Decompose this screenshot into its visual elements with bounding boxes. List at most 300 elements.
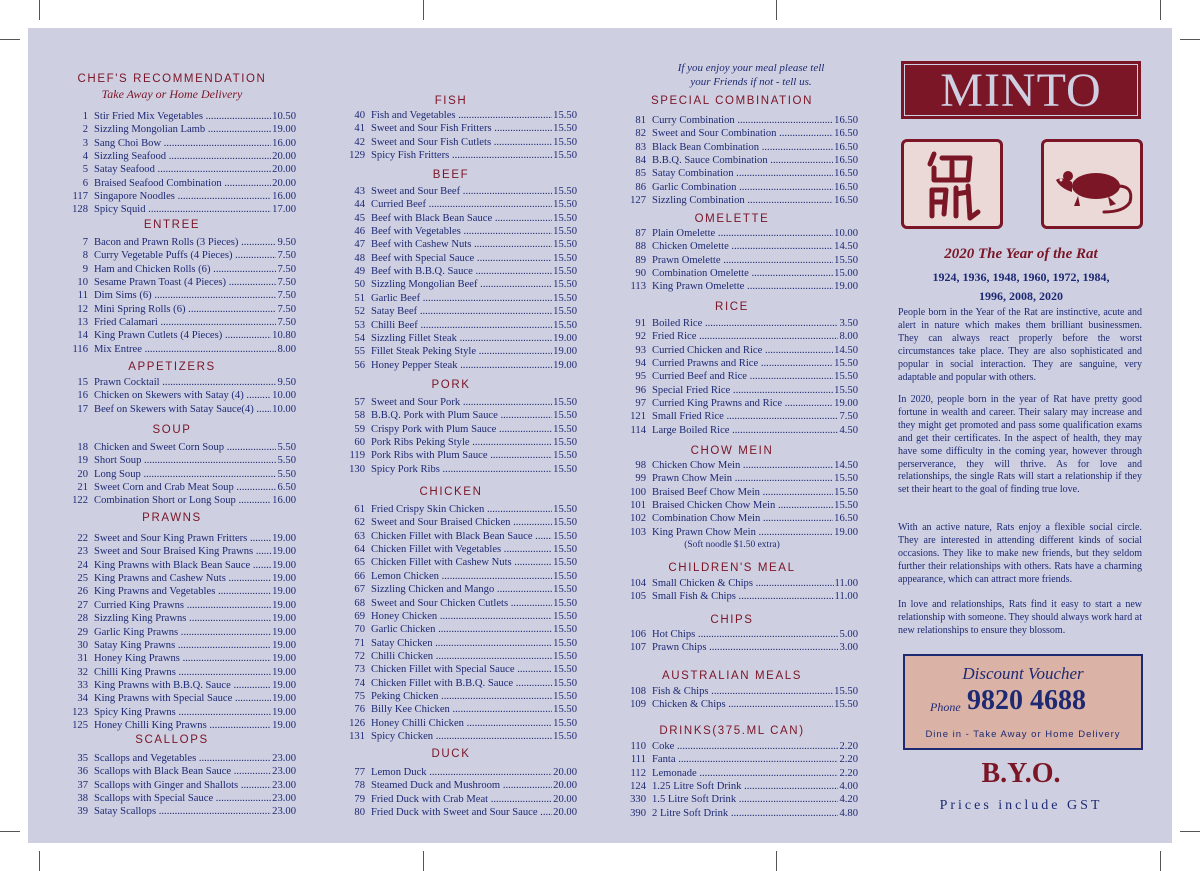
menu-item (48, 316, 296, 329)
menu-item (325, 109, 577, 122)
item-price: 19.00 (272, 546, 296, 558)
item-number: 104 (630, 578, 646, 589)
menu-item (606, 127, 858, 140)
menu-item (325, 766, 577, 779)
menu-item (606, 167, 858, 180)
byo-label: B.Y.O. (981, 758, 1061, 789)
item-number: 124 (630, 781, 646, 792)
section-heading: PRAWNS (142, 512, 202, 524)
item-name: King Prawn Cutlets (4 Pieces) ..... (94, 329, 296, 342)
item-number: 34 (77, 693, 88, 705)
menu-item (606, 767, 858, 780)
item-name: Chicken & Chips ..... (652, 698, 858, 711)
menu-item (606, 486, 858, 499)
voucher-title: Discount Voucher (962, 664, 1084, 683)
tagline (606, 61, 896, 89)
item-price: 15.50 (553, 530, 577, 542)
item-price: 19.00 (272, 599, 296, 611)
item-number: 9 (82, 263, 88, 275)
item-name: Sweet and Sour Pork ..... (371, 396, 577, 409)
item-number: 123 (72, 706, 88, 718)
menu-item (48, 599, 296, 612)
item-price: 15.50 (834, 500, 858, 512)
item-name: B.B.Q. Pork with Plum Sauce ..... (371, 409, 577, 422)
item-name: Sweet Corn and Crab Meat Soup ..... (94, 481, 296, 494)
item-price: 19.00 (834, 281, 858, 293)
item-price: 19.00 (553, 346, 577, 358)
item-name: Chicken Fillet with Cashew Nuts ..... (371, 556, 577, 569)
menu-item (48, 585, 296, 598)
item-number: 330 (630, 794, 646, 806)
section-heading: DUCK (431, 748, 471, 760)
menu-item (606, 357, 858, 370)
section-heading: SPECIAL COMBINATION (650, 95, 814, 107)
item-number: 41 (354, 123, 365, 135)
item-name: Honey Pepper Steak ..... (371, 359, 577, 372)
item-number: 108 (630, 686, 646, 697)
item-name: Peking Chicken ..... (371, 690, 577, 703)
item-price: 15.50 (553, 199, 577, 211)
item-number: 91 (635, 318, 646, 329)
item-number: 28 (77, 613, 88, 625)
menu-item (325, 305, 577, 318)
item-name: Spicy King Prawns ..... (94, 706, 296, 719)
item-number: 30 (77, 639, 88, 651)
item-number: 6 (82, 177, 88, 189)
item-number: 57 (354, 397, 365, 408)
menu-item (606, 740, 858, 753)
item-number: 100 (630, 486, 646, 498)
item-name: Hot Chips ..... (652, 628, 858, 641)
item-name: Scallops with Ginger and Shallots ..... (94, 779, 296, 792)
item-number: 128 (72, 204, 88, 216)
menu-item (325, 543, 577, 556)
item-price: 15.50 (834, 486, 858, 498)
item-number: 3 (82, 137, 88, 149)
menu-item (606, 397, 858, 410)
item-number: 19 (77, 455, 88, 467)
item-price: 19.00 (272, 586, 296, 598)
item-name: Sweet and Sour King Prawn Fritters ..... (94, 532, 296, 545)
item-name: Beef with Vegetables ..... (371, 225, 577, 238)
item-price: 19.00 (272, 679, 296, 691)
item-number: 121 (630, 411, 646, 423)
item-name: Mix Entree ..... (94, 343, 296, 356)
item-name: Sweet and Sour Chicken Cutlets ..... (371, 597, 577, 610)
section-heading: SCALLOPS (135, 734, 209, 746)
item-name: Beef with B.B.Q. Sauce ..... (371, 265, 577, 278)
item-name: Sweet and Sour Braised King Prawns ..... (94, 545, 296, 558)
menu-column-middle (325, 28, 577, 843)
item-name: Beef with Special Sauce ..... (371, 252, 577, 265)
tagline-line-2: your Friends if not - tell us. (690, 76, 812, 88)
item-number: 8 (82, 250, 88, 262)
item-price: 14.50 (834, 344, 858, 356)
menu-item (48, 190, 296, 203)
item-name: Pork Ribs Peking Style ..... (371, 436, 577, 449)
item-name: Coke ..... (652, 740, 858, 753)
menu-item (325, 530, 577, 543)
item-price: 15.50 (553, 306, 577, 318)
menu-item (606, 254, 858, 267)
menu-item (48, 481, 296, 494)
item-number: 46 (354, 226, 365, 238)
item-price: 20.00 (272, 151, 296, 162)
item-number: 31 (77, 653, 88, 665)
menu-sheet (28, 28, 1172, 843)
item-price: 16.50 (834, 181, 858, 193)
item-name: Curried King Prawns and Rice ..... (652, 397, 858, 410)
item-number: 59 (354, 423, 365, 435)
item-name: 1.25 Litre Soft Drink ..... (652, 780, 858, 793)
item-name: Chicken Chow Mein ..... (652, 459, 858, 472)
item-name: Scallops with Black Bean Sauce ..... (94, 765, 296, 778)
item-price: 7.50 (277, 290, 296, 302)
menu-item (325, 185, 577, 198)
section-heading: CHILDREN'S MEAL (668, 562, 796, 574)
item-name: Stir Fried Mix Vegetables ..... (94, 110, 296, 123)
item-number: 39 (77, 806, 88, 818)
item-name: Chicken Fillet with B.B.Q. Sauce ..... (371, 677, 577, 690)
menu-item (48, 765, 296, 778)
item-name: Fried Crispy Skin Chicken ..... (371, 503, 577, 516)
rat-paragraph-3: With an active nature, Rats enjoy a flexible social circle. They are interested in attending different kinds of social occasions. They like to make new friends, but they seldom further their relationships with others. Rats have a charming appearance, which can attract more friends. (898, 522, 1142, 585)
item-price: 19.00 (272, 639, 296, 651)
item-price: 15.50 (553, 437, 577, 449)
menu-item (325, 597, 577, 610)
item-number: 40 (354, 110, 365, 121)
rat-years (898, 268, 1144, 306)
item-name: Honey Chilli Chicken ..... (371, 717, 577, 730)
item-number: 92 (635, 331, 646, 343)
menu-item (325, 637, 577, 650)
item-name: Large Boiled Rice ..... (652, 424, 858, 437)
item-number: 96 (635, 384, 646, 396)
item-name: Dim Sims (6) ..... (94, 289, 296, 302)
item-price: 16.50 (834, 168, 858, 180)
item-number: 94 (635, 358, 646, 370)
item-price: 20.00 (553, 780, 577, 792)
item-name: Prawn Cocktail ..... (94, 376, 296, 389)
item-name: Beef with Cashew Nuts ..... (371, 238, 577, 251)
item-name: Satay King Prawns ..... (94, 639, 296, 652)
item-price: 7.50 (277, 303, 296, 315)
menu-item (325, 650, 577, 663)
section-heading: ENTREE (143, 219, 201, 231)
item-number: 14 (77, 330, 88, 342)
menu-item (325, 396, 577, 409)
item-number: 45 (354, 212, 365, 224)
rat-paragraph-2: In 2020, people born in the year of Rat have pretty good fortune in wealth and career. Their salary may increase and they might get promoted and pass some qualification exams and get their certificates. In the aspect of health, they may have some difficulty in the coming year, however through perserverance, they will thrive. As for love and relationships, the single Rats will start a relationship if they set their heart to the goal of finding true love. (898, 394, 1142, 496)
item-name: Curried Beef and Rice ..... (652, 370, 858, 383)
minto-logo (901, 61, 1141, 119)
menu-item (325, 503, 577, 516)
item-name: Spicy Chicken ..... (371, 730, 577, 743)
item-price: 5.50 (277, 468, 296, 480)
item-number: 61 (354, 504, 365, 515)
item-price: 2.20 (839, 767, 858, 779)
item-price: 15.50 (553, 517, 577, 529)
menu-item (325, 238, 577, 251)
menu-item (325, 677, 577, 690)
item-price: 19.00 (272, 653, 296, 665)
item-number: 77 (354, 767, 365, 778)
item-number: 93 (635, 344, 646, 356)
item-price: 15.50 (553, 319, 577, 331)
item-name: Prawn Omelette ..... (652, 254, 858, 267)
crop-mark (0, 39, 20, 40)
menu-item (48, 679, 296, 692)
item-number: 68 (354, 597, 365, 609)
item-name: Sizzling Chicken and Mango ..... (371, 583, 577, 596)
item-name: Crispy Pork with Plum Sauce ..... (371, 423, 577, 436)
item-number: 122 (72, 495, 88, 507)
item-price: 5.50 (277, 442, 296, 453)
item-price: 15.50 (553, 410, 577, 422)
item-price: 4.00 (839, 781, 858, 792)
item-name: Spicy Pork Ribs ..... (371, 463, 577, 476)
item-name: Lemonade ..... (652, 767, 858, 780)
item-name: Chilli Beef ..... (371, 319, 577, 332)
item-name: Small Fried Rice ..... (652, 410, 858, 423)
item-price: 15.50 (834, 358, 858, 370)
menu-item (48, 163, 296, 176)
section-heading: RICE (715, 301, 749, 313)
item-price: 14.50 (834, 460, 858, 471)
voucher-phone-label: Phone (930, 700, 961, 714)
menu-item (48, 639, 296, 652)
logo-text: MINTO (904, 64, 1138, 116)
menu-item (48, 236, 296, 249)
rat-paragraph-4: In love and relationships, Rats find it easy to start a new relationship with someone. They should always work hard at new relationships to ensure they blossom. (898, 599, 1142, 636)
item-number: 119 (349, 450, 365, 462)
item-name: Small Fish & Chips ..... (652, 590, 858, 603)
item-number: 50 (354, 279, 365, 291)
item-number: 17 (77, 403, 88, 415)
item-number: 56 (354, 359, 365, 371)
item-price: 11.00 (834, 591, 858, 603)
item-price: 19.00 (272, 666, 296, 678)
menu-item (325, 423, 577, 436)
menu-item (325, 252, 577, 265)
item-name: Chilli King Prawns ..... (94, 666, 296, 679)
item-number: 44 (354, 199, 365, 211)
item-name: Chicken Fillet with Black Bean Sauce ..... (371, 530, 577, 543)
menu-item (606, 181, 858, 194)
item-name: Sesame Prawn Toast (4 Pieces) ..... (94, 276, 296, 289)
menu-item (48, 110, 296, 123)
rat-icon (1041, 139, 1143, 229)
menu-item (325, 319, 577, 332)
menu-item (325, 730, 577, 743)
item-name: Combination Omelette ..... (652, 267, 858, 280)
item-price: 15.50 (553, 731, 577, 742)
item-number: 43 (354, 186, 365, 197)
item-name: Special Fried Rice ..... (652, 384, 858, 397)
item-price: 16.50 (834, 115, 858, 126)
section-subheading: Take Away or Home Delivery (101, 87, 243, 101)
menu-item (606, 499, 858, 512)
crop-mark (39, 851, 40, 871)
item-number: 80 (354, 807, 365, 818)
item-number: 116 (72, 343, 88, 355)
item-number: 81 (635, 115, 646, 126)
section-heading: CHOW MEIN (690, 445, 774, 457)
item-number: 47 (354, 239, 365, 251)
item-name: Scallops with Special Sauce ..... (94, 792, 296, 805)
menu-item (606, 227, 858, 240)
item-price: 19.00 (272, 533, 296, 544)
item-price: 16.50 (834, 195, 858, 207)
item-name: Chicken Fillet with Special Sauce ..... (371, 663, 577, 676)
item-number: 106 (630, 629, 646, 640)
menu-item (325, 345, 577, 358)
item-name: Fish and Vegetables ..... (371, 109, 577, 122)
menu-item (48, 468, 296, 481)
section-heading: AUSTRALIAN MEALS (662, 670, 802, 682)
item-number: 127 (630, 195, 646, 207)
item-price: 10.80 (272, 330, 296, 342)
menu-item (606, 512, 858, 525)
item-number: 87 (635, 228, 646, 239)
item-price: 7.50 (277, 277, 296, 289)
menu-item (48, 276, 296, 289)
item-name: King Prawn Omelette ..... (652, 280, 858, 293)
item-price: 15.50 (553, 450, 577, 462)
item-price: 23.00 (272, 793, 296, 804)
item-price: 20.00 (553, 767, 577, 778)
item-name: Curried King Prawns ..... (94, 599, 296, 612)
tagline-line-1: If you enjoy your meal please tell (677, 62, 825, 74)
item-number: 51 (354, 292, 365, 304)
item-price: 20.00 (553, 793, 577, 805)
menu-item (606, 577, 858, 590)
item-price: 15.50 (553, 544, 577, 555)
menu-item (606, 267, 858, 280)
item-number: 79 (354, 793, 365, 805)
item-number: 78 (354, 780, 365, 792)
item-number: 48 (354, 252, 365, 264)
item-name: Small Chicken & Chips ..... (652, 577, 858, 590)
item-name: Beef on Skewers with Satay Sauce(4) ..... (94, 403, 296, 416)
item-number: 29 (77, 626, 88, 638)
item-name: Satay Chicken ..... (371, 637, 577, 650)
item-number: 66 (354, 570, 365, 582)
item-price: 15.50 (553, 136, 577, 148)
item-number: 53 (354, 319, 365, 331)
item-price: 23.00 (272, 753, 296, 764)
item-price: 3.50 (839, 318, 858, 329)
menu-item (606, 472, 858, 485)
item-number: 71 (354, 637, 365, 649)
item-name: Sweet and Sour Fish Cutlets ..... (371, 136, 577, 149)
menu-item (606, 317, 858, 330)
item-price: 19.00 (553, 332, 577, 344)
menu-item (325, 198, 577, 211)
item-number: 16 (77, 390, 88, 402)
item-price: 15.50 (553, 292, 577, 304)
item-price: 15.50 (553, 504, 577, 515)
rat-character-icon (901, 139, 1003, 229)
item-number: 58 (354, 410, 365, 422)
item-name: Curried Prawns and Rice ..... (652, 357, 858, 370)
item-price: 15.50 (553, 570, 577, 582)
menu-item (606, 194, 858, 207)
menu-item (48, 403, 296, 416)
item-price: 15.50 (553, 677, 577, 689)
item-price: 15.50 (553, 423, 577, 435)
item-name: Chicken Fillet with Vegetables ..... (371, 543, 577, 556)
menu-item (606, 154, 858, 167)
item-name: Honey Chilli King Prawns ..... (94, 719, 296, 732)
item-number: 42 (354, 136, 365, 148)
item-price: 15.50 (553, 226, 577, 238)
menu-item (48, 303, 296, 316)
item-number: 35 (77, 753, 88, 764)
item-name: Chicken on Skewers with Satay (4) ..... (94, 389, 296, 402)
item-name: Fish & Chips ..... (652, 685, 858, 698)
item-price: 15.50 (553, 637, 577, 649)
item-name: Sang Choi Bow ..... (94, 137, 296, 150)
item-price: 19.00 (272, 626, 296, 638)
menu-item (606, 641, 858, 654)
item-number: 21 (77, 482, 88, 494)
item-number: 131 (349, 731, 365, 742)
menu-item (325, 463, 577, 476)
menu-item (325, 136, 577, 149)
item-number: 22 (77, 533, 88, 544)
rat-title: 2020 The Year of the Rat (944, 246, 1098, 262)
item-price: 19.00 (272, 613, 296, 625)
menu-item (606, 384, 858, 397)
menu-item (325, 122, 577, 135)
item-number: 65 (354, 557, 365, 569)
item-name: Singapore Noodles ..... (94, 190, 296, 203)
item-price: 11.00 (834, 578, 858, 589)
item-number: 73 (354, 664, 365, 676)
item-price: 5.00 (839, 629, 858, 640)
item-name: Satay Scallops ..... (94, 805, 296, 818)
menu-item (48, 494, 296, 507)
item-name: Long Soup ..... (94, 468, 296, 481)
crop-mark (776, 0, 777, 20)
item-price: 10.50 (272, 111, 296, 122)
item-price: 16.00 (272, 191, 296, 203)
item-price: 19.00 (272, 573, 296, 584)
menu-item (48, 289, 296, 302)
item-name: Sizzling Combination ..... (652, 194, 858, 207)
menu-item (48, 249, 296, 262)
menu-item (48, 666, 296, 679)
menu-item (48, 376, 296, 389)
item-price: 16.50 (834, 155, 858, 166)
item-price: 15.50 (553, 110, 577, 121)
item-number: 12 (77, 303, 88, 315)
item-price: 15.50 (553, 597, 577, 609)
item-name: Fried Duck with Crab Meat ..... (371, 793, 577, 806)
item-price: 7.50 (277, 250, 296, 262)
menu-item (48, 652, 296, 665)
item-name: Beef with Black Bean Sauce ..... (371, 212, 577, 225)
item-number: 110 (630, 741, 646, 752)
discount-voucher (903, 654, 1143, 750)
item-number: 126 (349, 717, 365, 729)
item-number: 67 (354, 584, 365, 596)
item-name: Garlic King Prawns ..... (94, 626, 296, 639)
crop-mark (1180, 831, 1200, 832)
item-number: 36 (77, 766, 88, 778)
item-number: 37 (77, 779, 88, 791)
